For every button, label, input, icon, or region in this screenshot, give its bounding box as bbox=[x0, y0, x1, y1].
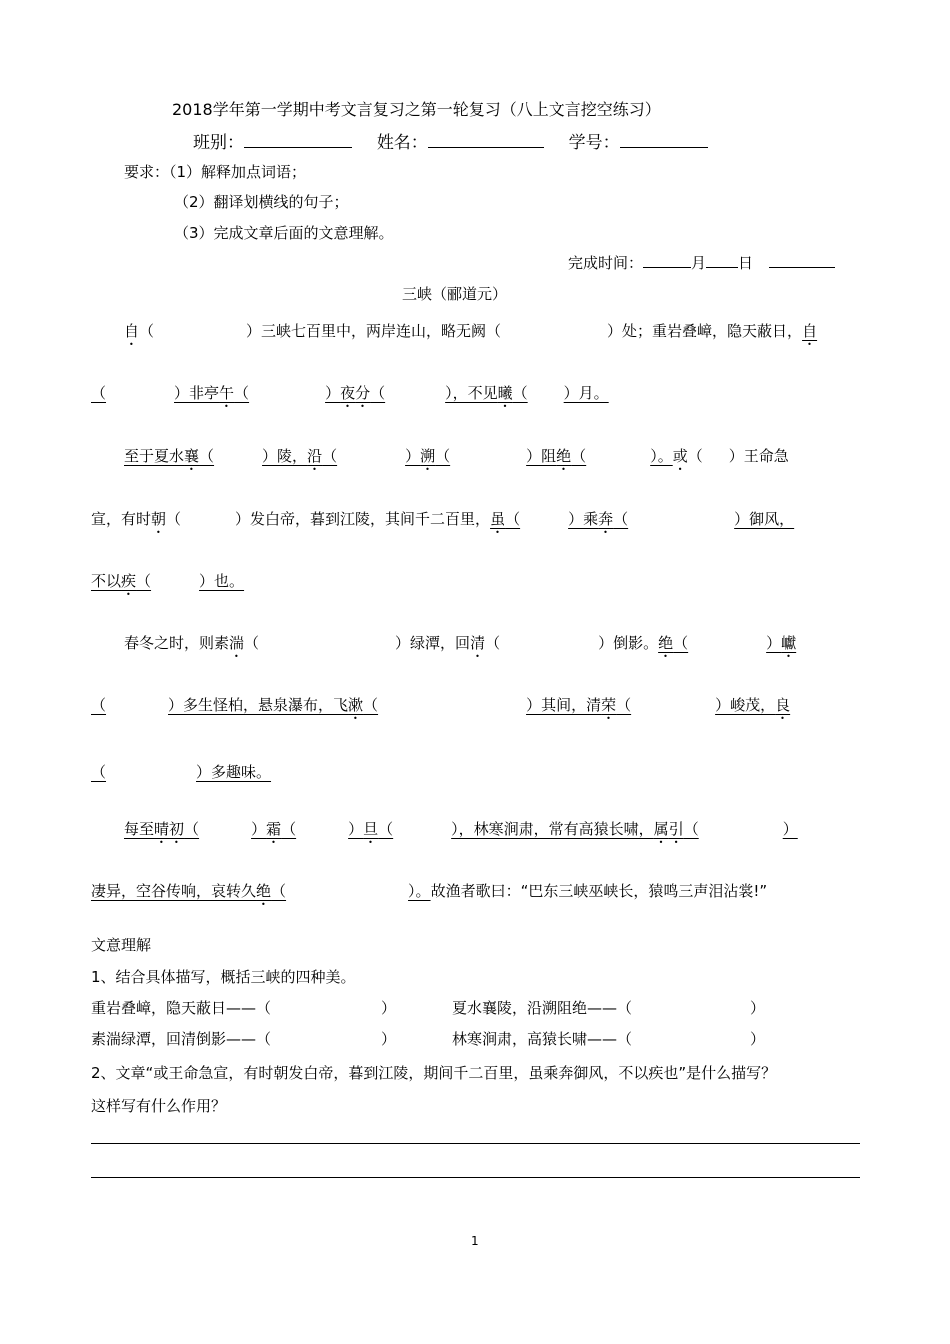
text: 素湍绿潭，回清倒影——（ bbox=[91, 1030, 272, 1048]
p2-line2 bbox=[91, 508, 794, 537]
dotted-word: 自 bbox=[124, 322, 140, 340]
requirement-2: （2）翻译划横线的句子； bbox=[174, 193, 349, 211]
paren: （ bbox=[435, 447, 451, 465]
dotted-word: 绝 bbox=[256, 882, 272, 900]
paren: ） bbox=[750, 999, 766, 1017]
dotted-word: 夜 bbox=[340, 384, 356, 402]
dotted-word: 引 bbox=[668, 820, 684, 838]
text: 至于夏水 bbox=[124, 447, 185, 465]
text: 不以 bbox=[91, 572, 122, 590]
name-label: 姓名： bbox=[376, 133, 428, 153]
text: 林寒涧肃，高猿长啸——（ bbox=[452, 1030, 633, 1048]
dotted-word: 荣 bbox=[601, 696, 617, 714]
question-1: 1、结合具体描写，概括三峡的四种美。 bbox=[91, 968, 356, 986]
dotted-word: 绝 bbox=[556, 447, 572, 465]
dotted-word: 初 bbox=[169, 820, 185, 838]
paren: （ bbox=[91, 696, 107, 714]
answer-line-2[interactable] bbox=[91, 1177, 860, 1178]
student-info bbox=[193, 128, 708, 153]
text: ）绿潭，回 bbox=[395, 634, 471, 652]
dotted-word: 漱 bbox=[348, 696, 364, 714]
text: ）御风， bbox=[734, 510, 795, 528]
dotted-word: 霜 bbox=[266, 820, 282, 838]
paren: （ bbox=[136, 572, 152, 590]
dotted-word: 绝 bbox=[658, 634, 674, 652]
paren: （ bbox=[616, 696, 632, 714]
name-field[interactable] bbox=[428, 129, 544, 148]
requirement-1: 要求：（1）解释加点词语； bbox=[124, 163, 307, 181]
paren: （ bbox=[244, 634, 260, 652]
month-field[interactable] bbox=[643, 253, 691, 268]
dotted-word: 或 bbox=[672, 447, 688, 465]
text: ）。 bbox=[650, 447, 673, 465]
id-field[interactable] bbox=[620, 129, 708, 148]
dotted-word: 曦 bbox=[497, 384, 513, 402]
page-number: 1 bbox=[471, 1234, 479, 1248]
text: ），不见 bbox=[445, 384, 498, 402]
comprehension-heading: 文意理解 bbox=[91, 936, 152, 954]
page-title: 2018学年第一学期中考文言复习之第一轮复习（八上文言挖空练习） bbox=[172, 100, 661, 119]
text: 春冬之时，则素 bbox=[124, 634, 230, 652]
dotted-word: 自 bbox=[802, 322, 818, 340]
paren: ） bbox=[750, 1030, 766, 1048]
dotted-word: 巘 bbox=[781, 634, 797, 652]
class-label: 班别： bbox=[193, 133, 244, 153]
paren: （ bbox=[505, 510, 521, 528]
p1-line2 bbox=[91, 382, 639, 411]
question-2-line1: 2、文章“或王命急宣，有时朝发白帝，暮到江陵，期间千二百里，虽乘奔御风，不以疾也”是什么描写？ bbox=[91, 1064, 777, 1082]
text: 凄异，空谷传响，哀转久 bbox=[91, 882, 257, 900]
dotted-word: 虽 bbox=[490, 510, 506, 528]
text: 夏水襄陵，沿溯阻绝——（ bbox=[452, 999, 633, 1017]
paren: ） bbox=[782, 820, 798, 838]
dotted-word: 疾 bbox=[121, 572, 137, 590]
paren: ） bbox=[381, 999, 397, 1017]
paren: ） bbox=[381, 1030, 397, 1048]
paren: （ bbox=[571, 447, 587, 465]
paren: （ bbox=[378, 820, 394, 838]
dotted-word: 午 bbox=[219, 384, 235, 402]
paren: （ bbox=[512, 384, 528, 402]
text: 故渔者歌曰：“巴东三峡巫峡长，猿鸣三声泪沾裳!” bbox=[430, 882, 768, 900]
time-label: 完成时间： bbox=[568, 254, 644, 272]
text: 宣，有时 bbox=[91, 510, 152, 528]
dotted-word: 朝 bbox=[151, 510, 167, 528]
p3-line1 bbox=[124, 632, 796, 661]
paren: （ bbox=[370, 384, 386, 402]
text: ）其间，清 bbox=[526, 696, 602, 714]
dotted-word: 属 bbox=[653, 820, 669, 838]
text: ）阻 bbox=[526, 447, 557, 465]
text: 重岩叠嶂，隐天蔽日——（ bbox=[91, 999, 272, 1017]
paren: ） bbox=[348, 820, 364, 838]
paren: （ bbox=[363, 696, 379, 714]
day-label: 日 bbox=[738, 254, 754, 272]
text: ）三峡七百里中，两岸连山，略无阙（ bbox=[246, 322, 502, 340]
passage-title: 三峡（郦道元） bbox=[402, 285, 508, 303]
q1-item-a bbox=[91, 997, 396, 1018]
paren: （ bbox=[166, 510, 182, 528]
dotted-word: 湍 bbox=[229, 634, 245, 652]
paren: ） bbox=[251, 820, 267, 838]
dotted-word: 溯 bbox=[420, 447, 436, 465]
id-label: 学号： bbox=[568, 133, 620, 153]
dotted-word: 奔 bbox=[598, 510, 614, 528]
dotted-word: 良 bbox=[775, 696, 791, 714]
dotted-word: 晴 bbox=[154, 820, 170, 838]
text: ）多趣味。 bbox=[196, 763, 272, 781]
paren: ） bbox=[766, 634, 782, 652]
p4-line2 bbox=[91, 880, 767, 909]
paren: （ bbox=[687, 447, 703, 465]
question-2-line2: 这样写有什么作用？ bbox=[91, 1097, 227, 1115]
paren: （ bbox=[673, 634, 689, 652]
q1-item-d bbox=[452, 1028, 765, 1049]
text: ）。 bbox=[408, 882, 431, 900]
paren: （ bbox=[91, 763, 107, 781]
dotted-word: 襄 bbox=[184, 447, 200, 465]
text: ）多生怪柏，悬泉瀑布，飞 bbox=[168, 696, 349, 714]
paren: （ bbox=[613, 510, 629, 528]
day-field[interactable] bbox=[706, 253, 738, 268]
q1-item-c bbox=[91, 1028, 396, 1049]
text: ）非亭 bbox=[174, 384, 220, 402]
paren: ） bbox=[325, 384, 341, 402]
p3-line2 bbox=[91, 694, 790, 723]
text: ）月。 bbox=[563, 384, 609, 402]
paren: （ bbox=[234, 384, 250, 402]
paren: （ bbox=[91, 384, 107, 402]
month-label: 月 bbox=[691, 254, 707, 272]
paren: （ bbox=[281, 820, 297, 838]
p3-line3 bbox=[91, 761, 283, 782]
text: ）陵， bbox=[262, 447, 308, 465]
text: ）峻茂， bbox=[715, 696, 776, 714]
p1-line1 bbox=[124, 320, 817, 349]
text: ），林寒涧肃，常有高猿长啸， bbox=[451, 820, 654, 838]
text: ）也。 bbox=[199, 572, 245, 590]
paren: （ bbox=[139, 322, 155, 340]
dotted-word: 清 bbox=[470, 634, 486, 652]
text: ）乘 bbox=[568, 510, 599, 528]
p2-line1 bbox=[124, 445, 789, 474]
p4-line1 bbox=[124, 818, 798, 847]
requirement-3: （3）完成文章后面的文意理解。 bbox=[174, 224, 394, 242]
paren: （ bbox=[184, 820, 200, 838]
p2-line3 bbox=[91, 570, 256, 599]
dotted-word: 沿 bbox=[307, 447, 323, 465]
paren: （ bbox=[199, 447, 215, 465]
paren: （ bbox=[271, 882, 287, 900]
answer-line-1[interactable] bbox=[91, 1143, 860, 1144]
class-field[interactable] bbox=[244, 129, 352, 148]
time-extra-field[interactable] bbox=[769, 253, 835, 268]
text: ）处；重岩叠嶂，隐天蔽日， bbox=[607, 322, 803, 340]
text: 每至 bbox=[124, 820, 155, 838]
text: ）王命急 bbox=[728, 447, 789, 465]
paren: （ bbox=[683, 820, 699, 838]
text: ）发白帝，暮到江陵，其间千二百里， bbox=[235, 510, 491, 528]
dotted-word: 分 bbox=[355, 384, 371, 402]
paren: ） bbox=[405, 447, 421, 465]
text: ）倒影。 bbox=[598, 634, 659, 652]
paren: （ bbox=[485, 634, 501, 652]
completion-time bbox=[568, 252, 835, 273]
dotted-word: 旦 bbox=[363, 820, 379, 838]
q1-item-b bbox=[452, 997, 765, 1018]
paren: （ bbox=[322, 447, 338, 465]
